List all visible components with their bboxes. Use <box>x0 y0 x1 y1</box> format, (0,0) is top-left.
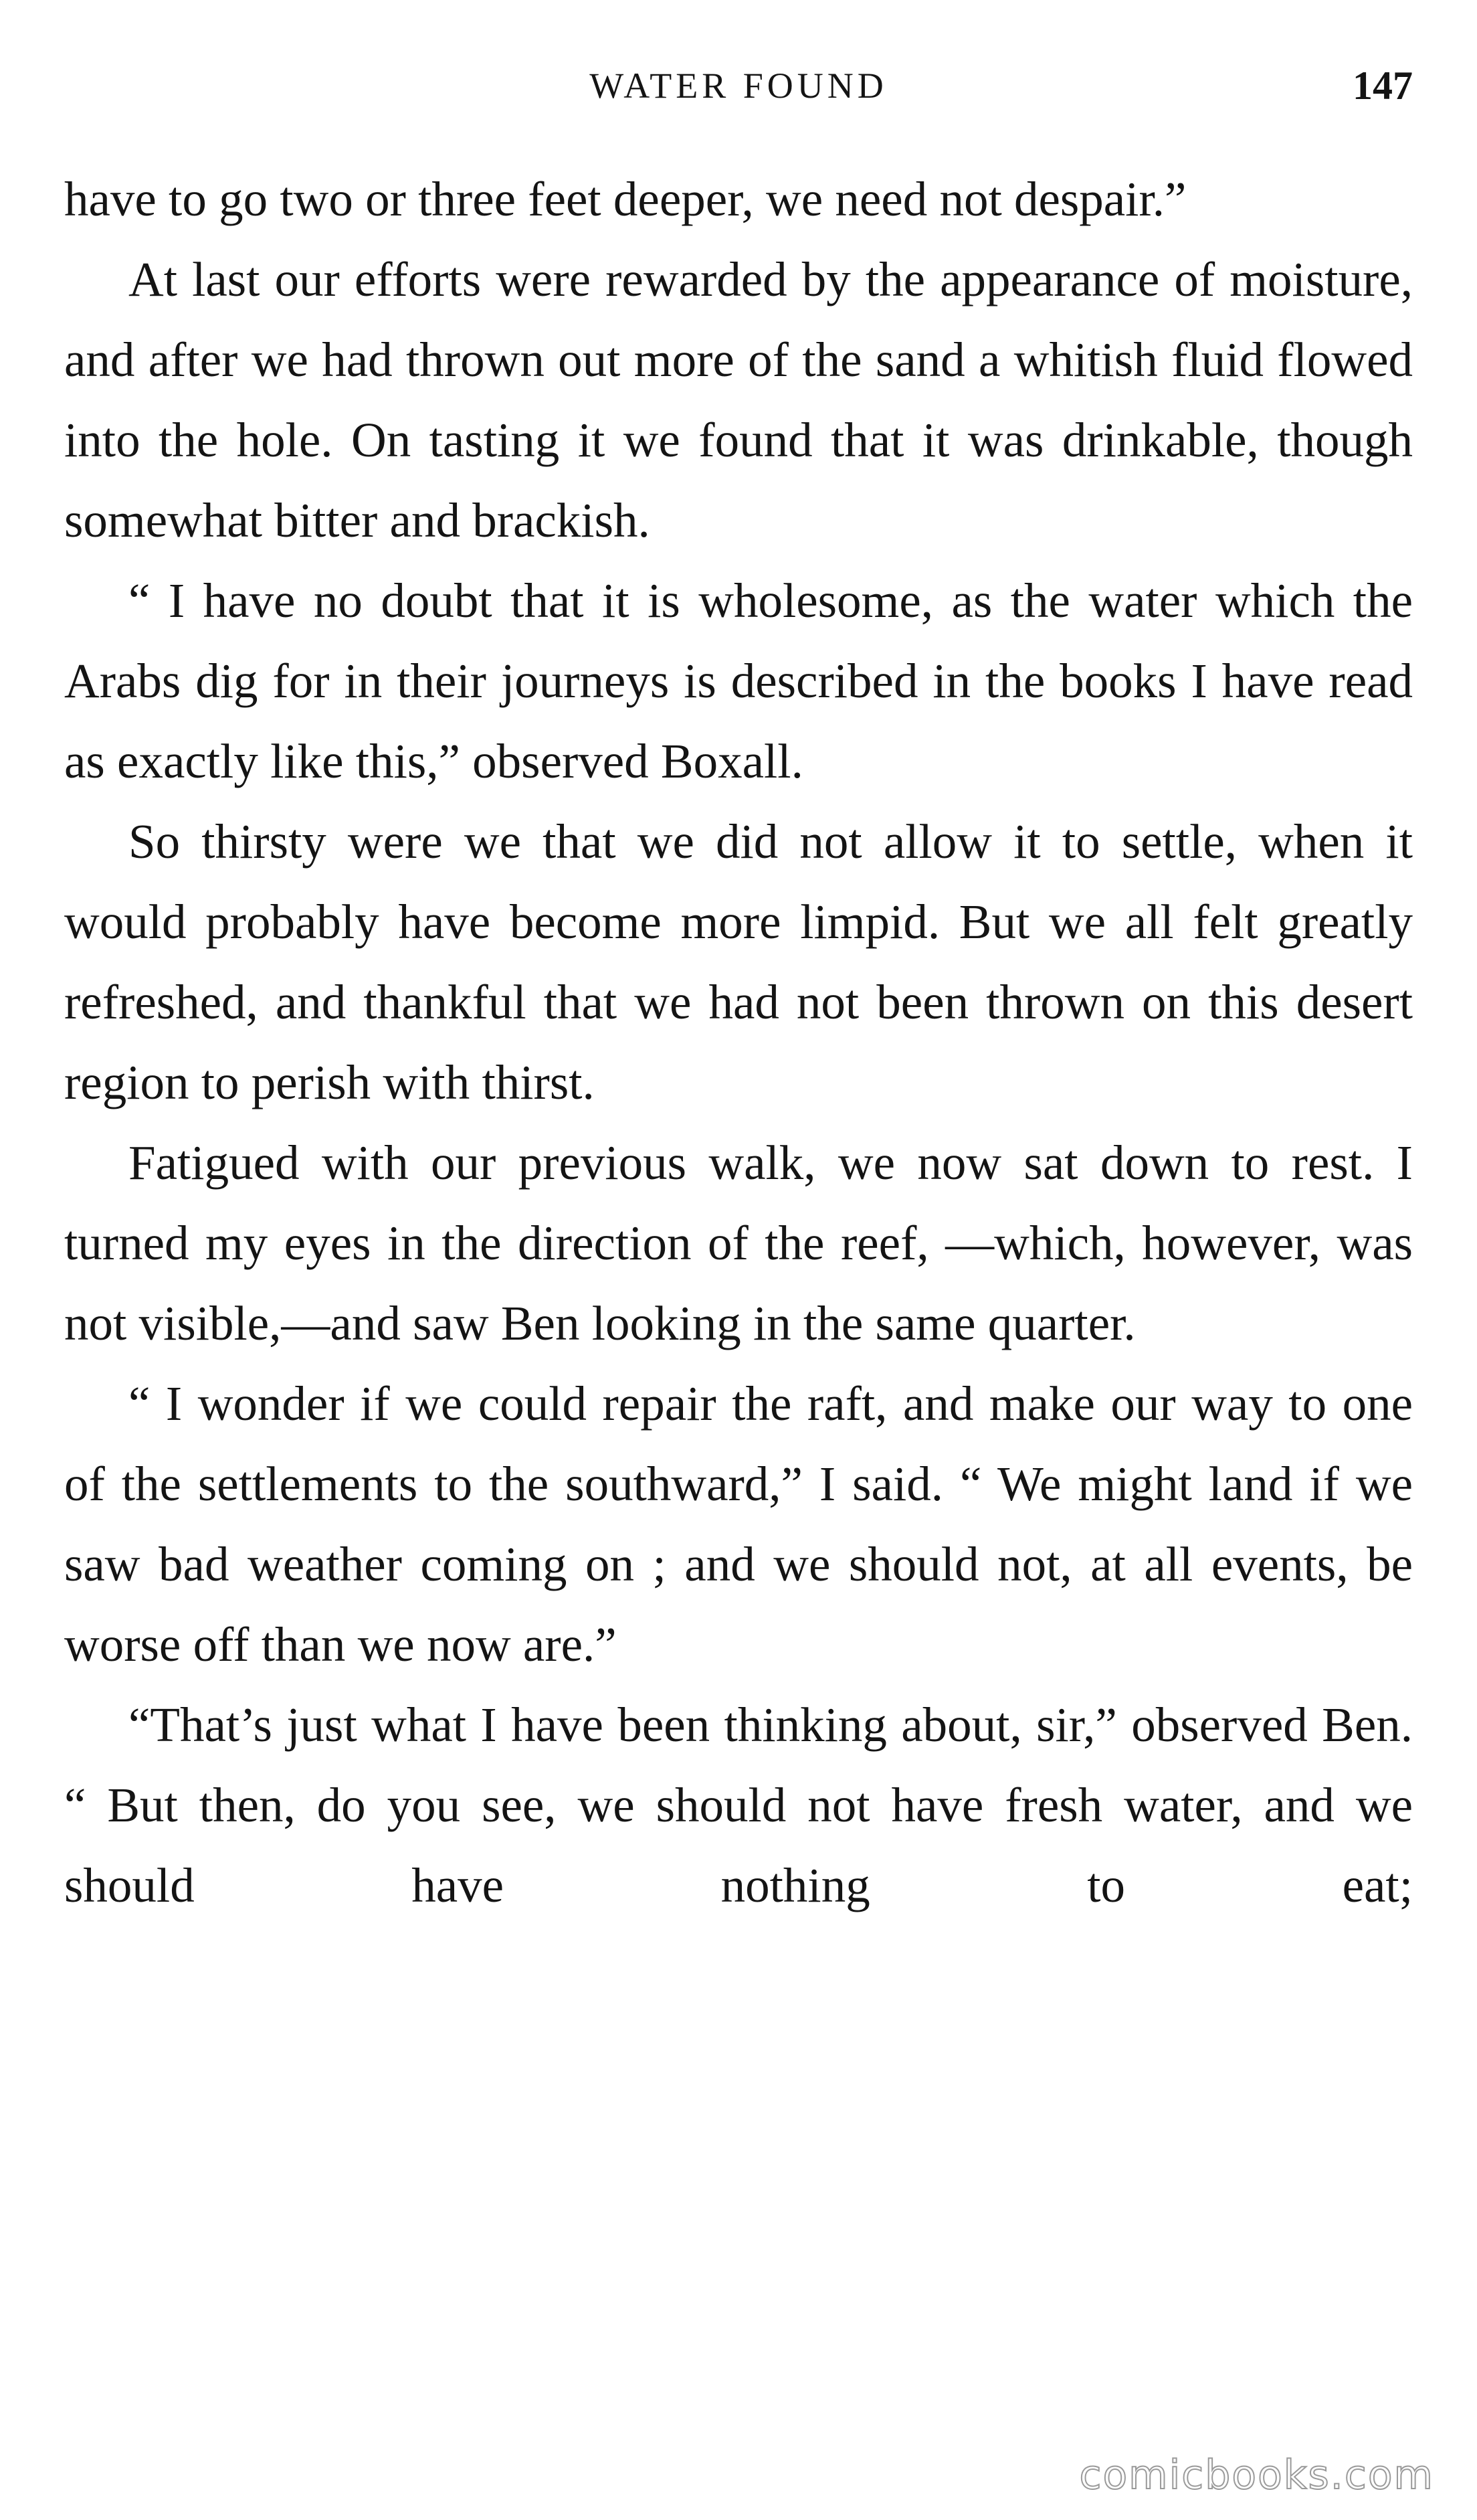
paragraph: “That’s just what I have been thinking about, sir,” observed Ben. “ But then, do you see, we should not have fresh water, and we should have nothing to eat; <box>64 1698 1413 1912</box>
paragraph: “ I have no doubt that it is wholesome, as the water which the Arabs dig for in their journeys is described in the books I have read as exactly like this,” observed Boxall. <box>64 573 1413 788</box>
watermark: comicbooks.com <box>1079 2452 1434 2499</box>
paragraph: “ I wonder if we could repair the raft, and make our way to one of the settlements to the southward,” I said. “ We might land if we saw bad weather coming on ; and we should not, at all events, be worse off than we now are.” <box>64 1376 1413 1672</box>
paragraph: Fatigued with our previous walk, we now sat down to rest. I turned my eyes in the direction of the reef, —which, however, was not visible,—and saw Ben looking in the same quarter. <box>64 1136 1413 1350</box>
running-head <box>64 59 1413 112</box>
paragraph: At last our efforts were rewarded by the appearance of moisture, and after we had thrown out more of the sand a whitish fluid flowed into the hole. On tasting it we found that it was drinkable, though somewhat bitter and brackish. <box>64 252 1413 547</box>
paragraph: So thirsty were we that we did not allow it to settle, when it would probably have become more limpid. But we all felt greatly refreshed, and thankful that we had not been thrown on this desert region to perish with thirst. <box>64 814 1413 1109</box>
page-number: 147 <box>1353 64 1413 108</box>
running-title: WATER FOUND <box>589 66 888 106</box>
body-text <box>64 159 1413 1926</box>
paragraph: have to go two or three feet deeper, we need not despair.” <box>64 172 1187 226</box>
